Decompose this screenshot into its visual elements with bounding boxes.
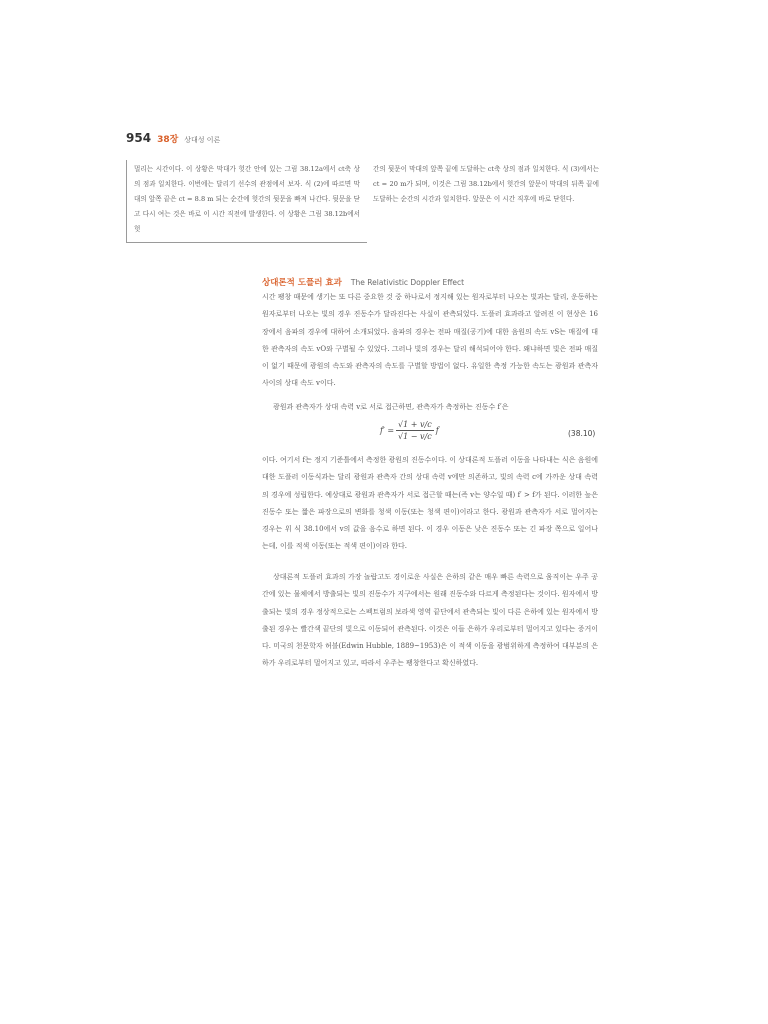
equation-number: (38.10) (568, 429, 596, 438)
paragraph-approach: 광원과 관측자가 상대 속력 v로 서로 접근하면, 관측자가 측정하는 진동수 f′은 (273, 403, 509, 411)
section-heading-korean: 상대론적 도플러 효과 (262, 278, 342, 288)
equation-rhs: f (435, 426, 439, 435)
paragraph-doppler-intro: 시간 팽창 때문에 생기는 또 다른 중요한 것 중 하나로서 정지해 있는 원자로부터 나오는 빛과는 달리, 운동하는 원자로부터 나오는 빛의 경우 진동수가 달라진다는 사실이 관측되었다. 도플러 효과라고 알려진 이 현상은 16장에서 음파의 경우에 대하여 소개되었다. 음파의 경우는 전파 매질(공기)에 대한 음원의 속도 vS는 매질에 대한 관측자의 속도 vO와 구별될 수 있었다. 그러나 빛의 경우는 달리 해석되어야 한다. 왜냐하면 빛은 전파 매질이 없기 때문에 광원의 속도와 관측자의 속도를 구별할 방법이 없다. 유일한 측정 가능한 속도는 광원과 관측자 사이의 상대 속도 v이다. (262, 293, 598, 388)
boxed-note-left-column: 멀리는 시간이다. 이 상황은 막대가 헛간 안에 있는 그림 38.12a에서 ct축 상의 점과 일치한다. 이번에는 달리기 선수의 관점에서 보자. 식 (2)에 따르면 막대의 앞쪽 끝은 ct = 8.8 m 되는 순간에 헛간의 뒷문을 빠져 나간다. 뒷문을 닫고 다시 여는 것은 바로 이 시간 직전에 발생한다. 이 상황은 그림 38.12b에서 헛 (134, 165, 360, 233)
equation-fraction (396, 420, 434, 441)
paragraph-blue-red-shift: 이다. 여기서 f는 정지 기준틀에서 측정한 광원의 진동수이다. 이 상대론적 도플러 이동을 나타내는 식은 음원에 대한 도플러 이동식과는 달리 광원과 관측자 간의 상대 속력 v에만 의존하고, 빛의 속력 c에 가까운 상대 속력의 경우에 성립한다. 예상대로 광원과 관측자가 서로 접근할 때는(즉 v는 양수일 때) f′ > f가 된다. 이러한 높은 진동수 또는 짧은 파장으로의 변화를 청색 이동(또는 청색 편이)이라고 한다. 광원과 관측자가 서로 멀어지는 경우는 위 식 38.10에서 v의 값을 음수로 하면 된다. 이 경우 이동은 낮은 진동수 또는 긴 파장 쪽으로 일어나는데, 이를 적색 이동(또는 적색 편이)이라 한다. (262, 456, 598, 551)
boxed-note-right-column: 간의 뒷문이 막대의 앞쪽 끝에 도달하는 ct축 상의 점과 일치한다. 식 (3)에서는 ct = 20 m가 되며, 이것은 그림 38.12b에서 헛간의 앞문이 막대의 뒤쪽 끝에 도달하는 순간의 시간과 일치한다. 앞문은 이 시간 직후에 바로 닫힌다. (373, 165, 599, 203)
chapter-number: 38장 (157, 135, 179, 145)
running-head (126, 131, 220, 145)
doppler-equation (380, 420, 439, 441)
section-heading (262, 270, 602, 289)
page-number: 954 (126, 131, 152, 145)
chapter-title: 상대성 이론 (184, 136, 221, 144)
section-heading-english: The Relativistic Doppler Effect (350, 278, 465, 287)
equation-lhs: f′ = (380, 426, 395, 435)
equation-numerator: √1 + v/c (398, 420, 432, 429)
paragraph-hubble: 상대론적 도플러 효과의 가장 놀랍고도 경이로운 사실은 은하의 같은 매우 빠른 속력으로 움직이는 우주 공간에 있는 물체에서 방출되는 빛의 진동수가 지구에서는 원래 진동수와 다르게 측정된다는 것이다. 원자에서 방출되는 빛의 경우 정상적으로는 스펙트럼의 보라색 영역 끝단에서 관측되는 빛이 다른 은하에 있는 원자에서 방출된 경우는 빨간색 끝단의 빛으로 이동되어 관측된다. 이것은 이들 은하가 우리로부터 멀어지고 있다는 증거이다. 미국의 천문학자 허블(Edwin Hubble, 1889~1953)은 이 적색 이동을 광범위하게 측정하여 대부분의 은하가 우리로부터 멀어지고 있고, 따라서 우주는 팽창한다고 확신하였다. (262, 573, 599, 668)
equation-denominator: √1 − v/c (398, 432, 432, 441)
